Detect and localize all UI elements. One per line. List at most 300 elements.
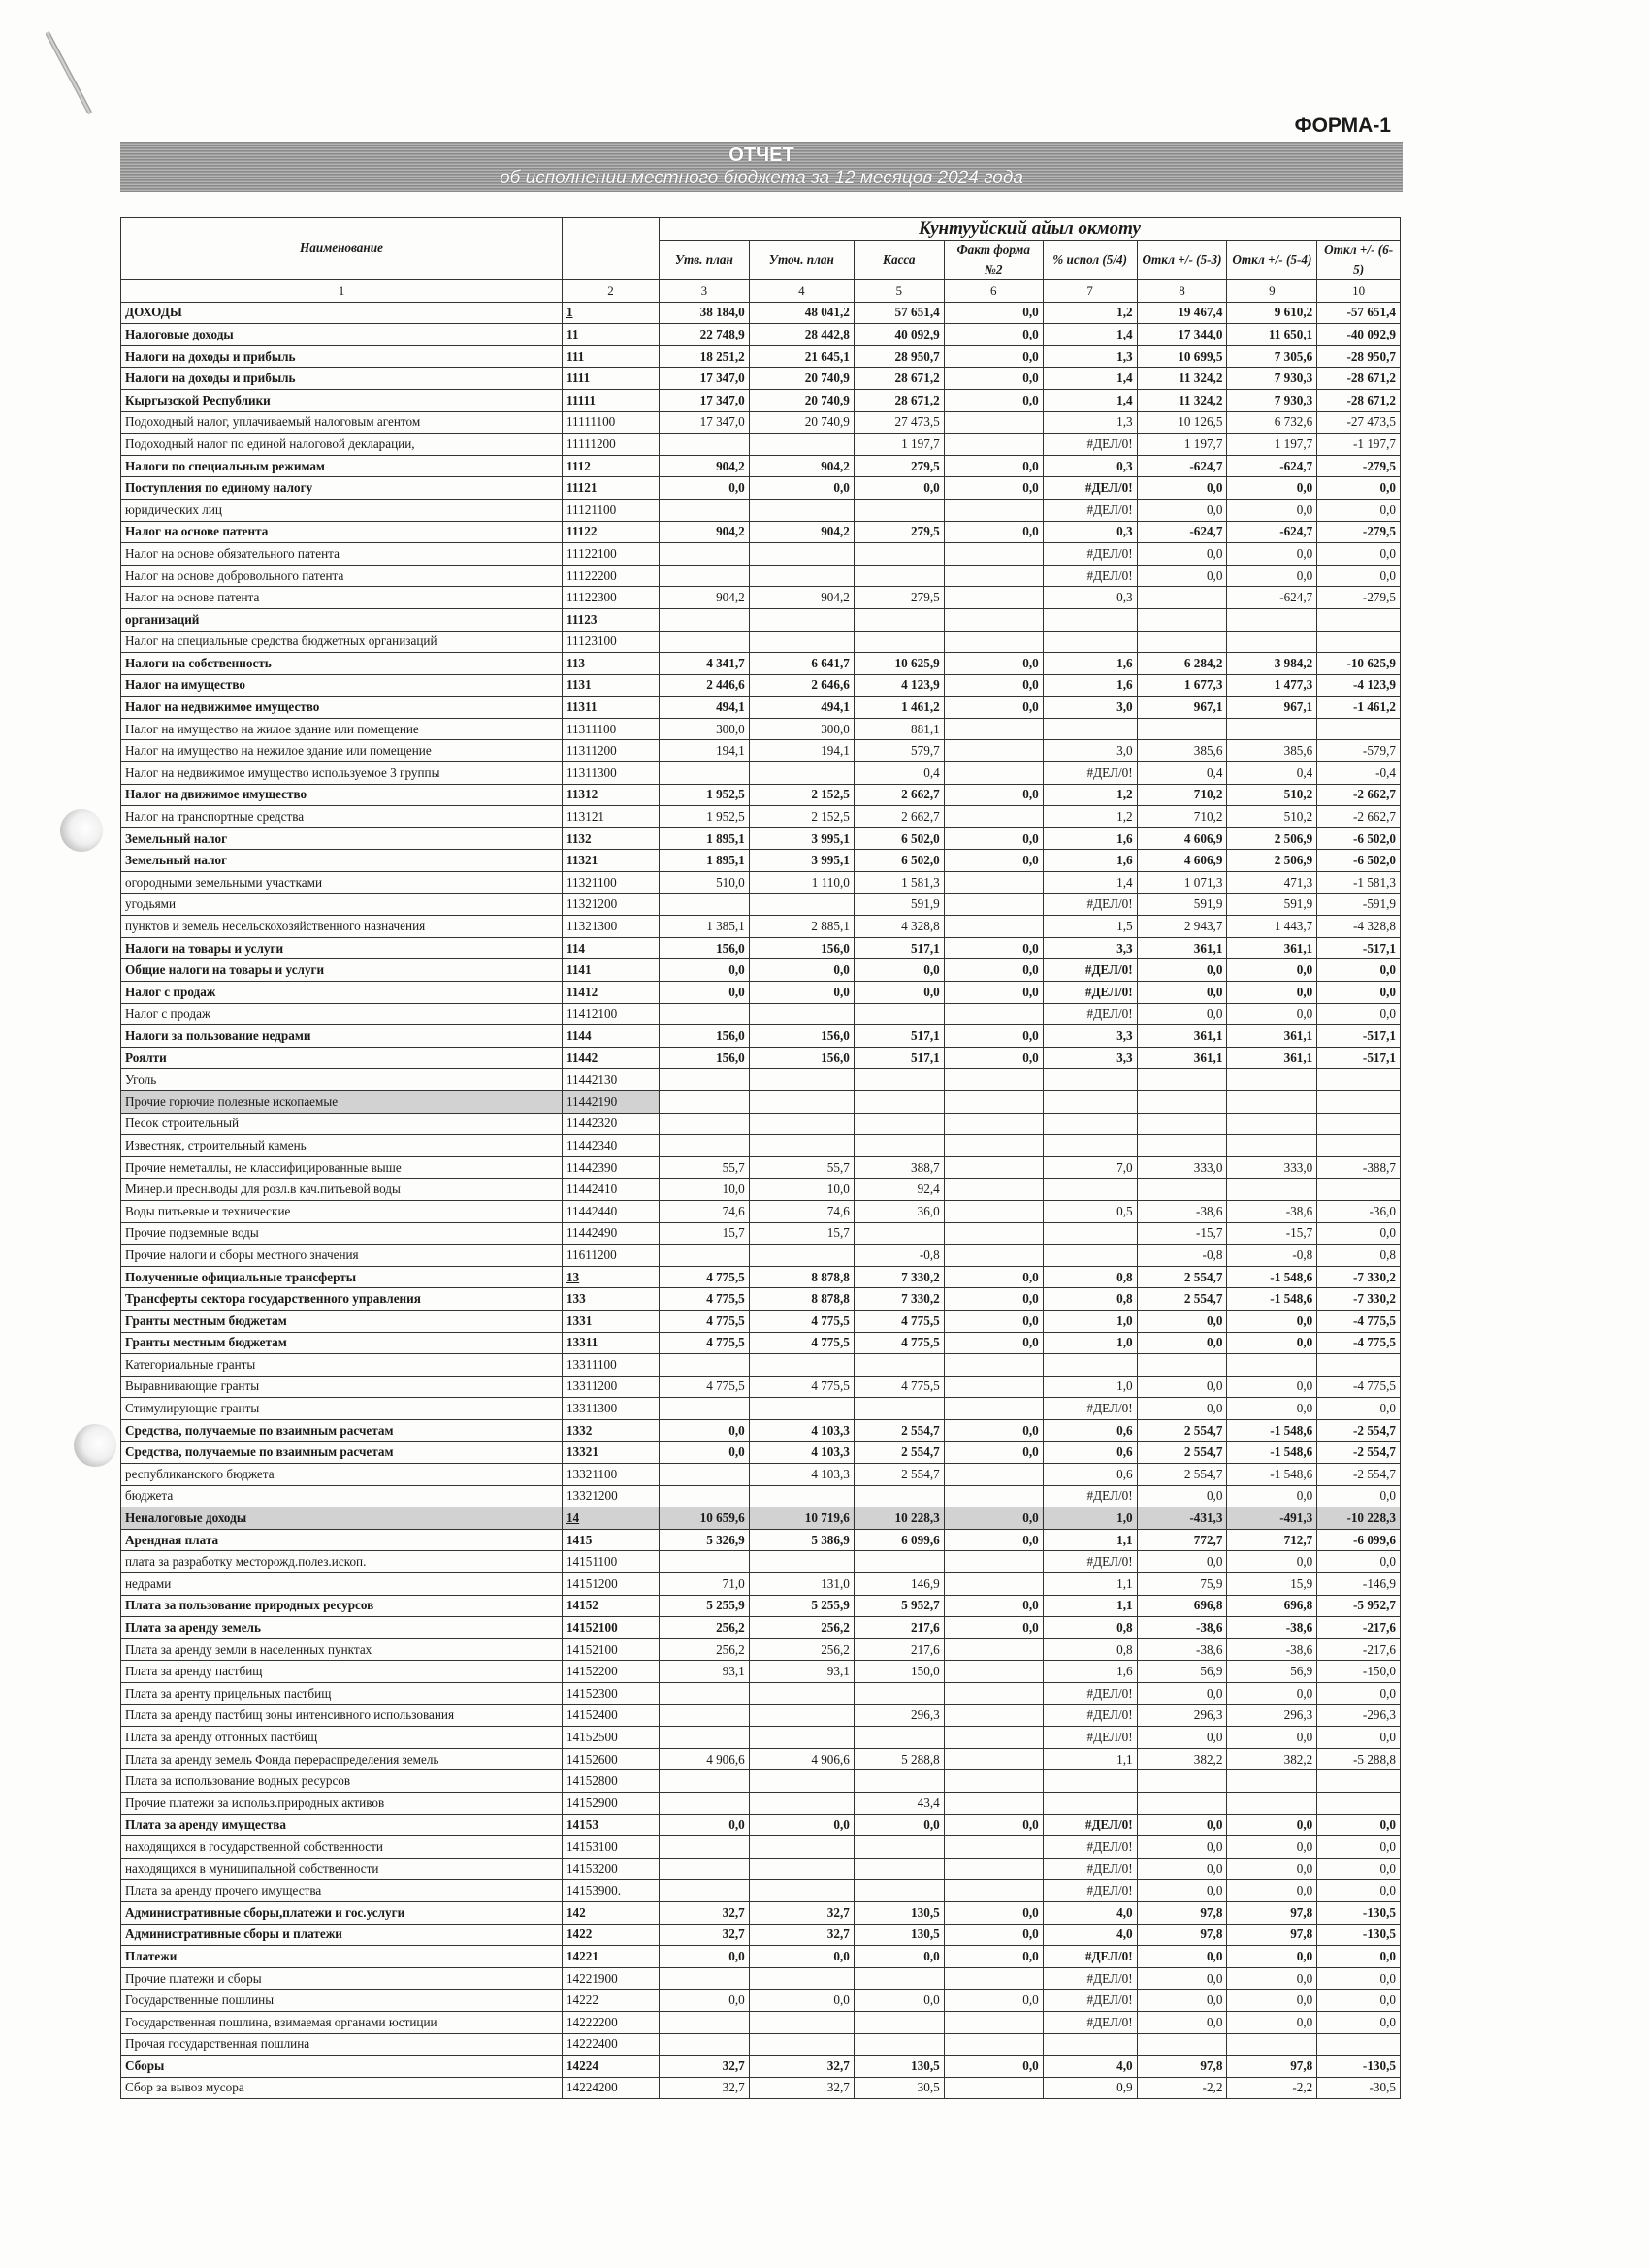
row-value: 131,0: [749, 1573, 854, 1596]
row-value: -0,8: [1227, 1245, 1317, 1267]
punch-hole: [60, 809, 103, 852]
row-value: -1 197,7: [1317, 434, 1401, 456]
row-value: -6 502,0: [1317, 850, 1401, 872]
row-name: Полученные официальные трансферты: [121, 1266, 563, 1288]
row-value: 15,9: [1227, 1573, 1317, 1596]
row-name: Прочие налоги и сборы местного значения: [121, 1245, 563, 1267]
column-number: 1: [121, 279, 563, 302]
column-number: 3: [659, 279, 749, 302]
row-value: 333,0: [1137, 1156, 1227, 1179]
row-value: [749, 2033, 854, 2056]
table-row: [121, 1595, 1401, 1617]
row-code: 14: [562, 1507, 659, 1530]
row-value: [944, 806, 1043, 828]
row-value: 74,6: [659, 1200, 749, 1222]
row-name: Платежи: [121, 1946, 563, 1968]
table-row: [121, 982, 1401, 1004]
row-value: -1 548,6: [1227, 1288, 1317, 1311]
row-value: 279,5: [854, 521, 944, 543]
row-value: [1227, 2033, 1317, 2056]
row-value: 156,0: [659, 937, 749, 959]
row-value: 0,0: [749, 959, 854, 982]
row-value: [944, 1551, 1043, 1573]
row-value: [1317, 1354, 1401, 1377]
row-value: 10 659,6: [659, 1507, 749, 1530]
row-value: 2 554,7: [854, 1419, 944, 1442]
row-value: [1043, 608, 1137, 631]
row-value: -4 328,8: [1317, 916, 1401, 938]
row-value: 20 740,9: [749, 411, 854, 434]
row-value: [1043, 1770, 1137, 1793]
row-value: -5 288,8: [1317, 1748, 1401, 1770]
row-value: 1 071,3: [1137, 872, 1227, 894]
row-value: 156,0: [659, 1025, 749, 1048]
row-value: 2 885,1: [749, 916, 854, 938]
row-code: 133: [562, 1288, 659, 1311]
row-code: 11442440: [562, 1200, 659, 1222]
table-row: [121, 1990, 1401, 2012]
row-value: 1,6: [1043, 674, 1137, 697]
row-name: Государственные пошлины: [121, 1990, 563, 2012]
row-value: 2 152,5: [749, 806, 854, 828]
row-value: 2 662,7: [854, 784, 944, 806]
row-value: [659, 565, 749, 587]
row-name: Прочие горючие полезные ископаемые: [121, 1090, 563, 1113]
row-value: [749, 1003, 854, 1025]
row-value: [659, 1792, 749, 1814]
row-value: 0,0: [944, 959, 1043, 982]
table-row: [121, 1419, 1401, 1442]
row-value: 0,0: [1137, 1946, 1227, 1968]
row-value: 32,7: [659, 1924, 749, 1946]
row-value: -4 123,9: [1317, 674, 1401, 697]
row-code: 11312: [562, 784, 659, 806]
row-value: 0,0: [1227, 477, 1317, 500]
row-value: [944, 543, 1043, 566]
row-name: юридических лиц: [121, 499, 563, 521]
row-value: 279,5: [854, 587, 944, 609]
row-value: 3,3: [1043, 1025, 1137, 1048]
row-value: 10 228,3: [854, 1507, 944, 1530]
row-code: 11321: [562, 850, 659, 872]
row-value: -579,7: [1317, 740, 1401, 762]
row-value: [749, 1770, 854, 1793]
row-value: 97,8: [1137, 1901, 1227, 1924]
row-value: 0,3: [1043, 455, 1137, 477]
row-value: [1137, 1090, 1227, 1113]
row-value: 3,0: [1043, 740, 1137, 762]
row-value: [944, 1573, 1043, 1596]
row-value: 2 646,6: [749, 674, 854, 697]
column-header: Откл +/- (5-4): [1227, 240, 1317, 279]
row-value: 1 461,2: [854, 697, 944, 719]
row-name: Неналоговые доходы: [121, 1507, 563, 1530]
row-value: [749, 1090, 854, 1113]
row-name: Средства, получаемые по взаимным расчетам: [121, 1442, 563, 1464]
row-code: 11442130: [562, 1069, 659, 1091]
row-name: Стимулирующие гранты: [121, 1398, 563, 1420]
row-value: [944, 1727, 1043, 1749]
row-value: 0,8: [1043, 1638, 1137, 1661]
row-value: -38,6: [1137, 1617, 1227, 1639]
row-value: 150,0: [854, 1661, 944, 1683]
row-value: 4 341,7: [659, 653, 749, 675]
row-value: 1,1: [1043, 1529, 1137, 1551]
row-value: 18 251,2: [659, 345, 749, 368]
table-row: [121, 1090, 1401, 1113]
row-value: 0,0: [944, 1288, 1043, 1311]
row-value: 17 347,0: [659, 368, 749, 390]
row-value: [1137, 587, 1227, 609]
row-value: 4 328,8: [854, 916, 944, 938]
row-value: #ДЕЛ/0!: [1043, 893, 1137, 916]
row-value: [1227, 1069, 1317, 1091]
row-value: 1 952,5: [659, 784, 749, 806]
row-value: 0,0: [1227, 1551, 1317, 1573]
row-value: [944, 1179, 1043, 1201]
row-value: 93,1: [749, 1661, 854, 1683]
row-value: 28 671,2: [854, 368, 944, 390]
row-name: Уголь: [121, 1069, 563, 1091]
row-value: 1 477,3: [1227, 674, 1317, 697]
row-value: #ДЕЛ/0!: [1043, 565, 1137, 587]
row-value: -1 548,6: [1227, 1266, 1317, 1288]
table-row: [121, 1946, 1401, 1968]
row-value: 0,0: [944, 389, 1043, 411]
table-row: [121, 1288, 1401, 1311]
row-value: #ДЕЛ/0!: [1043, 1836, 1137, 1859]
row-code: 11111100: [562, 411, 659, 434]
row-value: [944, 1113, 1043, 1135]
row-value: [1043, 1113, 1137, 1135]
row-value: [1227, 1792, 1317, 1814]
row-value: -28 671,2: [1317, 368, 1401, 390]
row-value: 0,0: [1227, 1683, 1317, 1705]
row-value: 0,8: [1043, 1617, 1137, 1639]
table-row: [121, 2056, 1401, 2078]
row-name: находящихся в муниципальной собственности: [121, 1858, 563, 1880]
row-value: [854, 1069, 944, 1091]
row-value: 48 041,2: [749, 302, 854, 324]
row-value: -0,8: [1137, 1245, 1227, 1267]
row-value: 0,0: [659, 1442, 749, 1464]
row-value: 0,0: [944, 1310, 1043, 1332]
row-value: #ДЕЛ/0!: [1043, 1967, 1137, 1990]
table-row: [121, 2033, 1401, 2056]
row-value: 0,0: [944, 477, 1043, 500]
row-name: Налоги на доходы и прибыль: [121, 345, 563, 368]
row-value: 0,0: [1317, 1880, 1401, 1902]
row-value: [749, 608, 854, 631]
row-value: 56,9: [1137, 1661, 1227, 1683]
row-code: 14153200: [562, 1858, 659, 1880]
row-value: [854, 2011, 944, 2033]
row-value: [944, 762, 1043, 785]
row-value: [1043, 718, 1137, 740]
row-value: -1 581,3: [1317, 872, 1401, 894]
row-value: 4 775,5: [749, 1332, 854, 1354]
row-code: 142: [562, 1901, 659, 1924]
row-code: 14151200: [562, 1573, 659, 1596]
row-value: #ДЕЛ/0!: [1043, 982, 1137, 1004]
row-value: 494,1: [749, 697, 854, 719]
row-value: 17 344,0: [1137, 324, 1227, 346]
row-value: [1227, 1135, 1317, 1157]
row-code: 1415: [562, 1529, 659, 1551]
column-number: 6: [944, 279, 1043, 302]
row-value: 56,9: [1227, 1661, 1317, 1683]
row-value: 1,2: [1043, 806, 1137, 828]
table-row: [121, 1638, 1401, 1661]
row-value: 1,0: [1043, 1332, 1137, 1354]
row-value: 10 719,6: [749, 1507, 854, 1530]
row-value: [944, 631, 1043, 653]
row-value: 20 740,9: [749, 389, 854, 411]
row-value: -28 950,7: [1317, 345, 1401, 368]
row-value: 510,2: [1227, 806, 1317, 828]
row-value: 0,0: [1137, 1836, 1227, 1859]
row-value: 0,0: [944, 1990, 1043, 2012]
row-value: 0,0: [1317, 1551, 1401, 1573]
row-value: 32,7: [749, 2077, 854, 2099]
row-value: [944, 1748, 1043, 1770]
row-name: Налог с продаж: [121, 982, 563, 1004]
row-code: 111: [562, 345, 659, 368]
row-value: 696,8: [1137, 1595, 1227, 1617]
row-value: -2 554,7: [1317, 1464, 1401, 1486]
row-value: -1 461,2: [1317, 697, 1401, 719]
row-value: 0,0: [854, 959, 944, 982]
row-value: [944, 872, 1043, 894]
table-row: [121, 1704, 1401, 1727]
row-value: [854, 1398, 944, 1420]
row-value: [659, 2033, 749, 2056]
row-value: 4,0: [1043, 1924, 1137, 1946]
row-value: 0,0: [1137, 1990, 1227, 2012]
row-value: 0,0: [1227, 1967, 1317, 1990]
row-value: 0,0: [1227, 1376, 1317, 1398]
row-value: 0,0: [1317, 1683, 1401, 1705]
row-value: 296,3: [1227, 1704, 1317, 1727]
row-value: 2 506,9: [1227, 850, 1317, 872]
row-value: 0,6: [1043, 1464, 1137, 1486]
row-value: -36,0: [1317, 1200, 1401, 1222]
row-value: [1317, 1179, 1401, 1201]
row-value: 0,0: [1137, 1727, 1227, 1749]
row-value: [1043, 1354, 1137, 1377]
row-value: [659, 1858, 749, 1880]
report-subtitle: об исполнении местного бюджета за 12 месяцов 2024 года: [500, 168, 1023, 188]
row-value: 0,0: [944, 1266, 1043, 1288]
row-code: 14222200: [562, 2011, 659, 2033]
row-name: Земельный налог: [121, 850, 563, 872]
row-value: 3 995,1: [749, 850, 854, 872]
row-value: 0,0: [749, 982, 854, 1004]
row-code: 14152800: [562, 1770, 659, 1793]
row-value: -388,7: [1317, 1156, 1401, 1179]
row-value: 1 197,7: [1227, 434, 1317, 456]
row-value: [854, 1551, 944, 1573]
row-value: [749, 543, 854, 566]
row-value: [1227, 1354, 1317, 1377]
row-value: 0,0: [1137, 1880, 1227, 1902]
row-value: 256,2: [659, 1617, 749, 1639]
row-value: 6 502,0: [854, 850, 944, 872]
row-value: 510,0: [659, 872, 749, 894]
row-value: 0,0: [1317, 1858, 1401, 1880]
row-value: 93,1: [659, 1661, 749, 1683]
row-value: 0,0: [944, 674, 1043, 697]
row-code: 11311200: [562, 740, 659, 762]
row-value: 0,0: [749, 1946, 854, 1968]
table-row: [121, 1551, 1401, 1573]
table-row: [121, 345, 1401, 368]
row-value: [749, 1836, 854, 1859]
row-value: 4 775,5: [749, 1376, 854, 1398]
table-row: [121, 587, 1401, 609]
table-row: [121, 1332, 1401, 1354]
row-value: [1043, 1179, 1137, 1201]
row-value: [749, 1792, 854, 1814]
form-label: ФОРМА-1: [1294, 114, 1391, 137]
row-code: 14224200: [562, 2077, 659, 2099]
row-value: 0,0: [1317, 477, 1401, 500]
row-value: 0,0: [749, 1990, 854, 2012]
row-name: Плата за аренту прицельных пастбищ: [121, 1683, 563, 1705]
row-value: [1227, 608, 1317, 631]
row-value: -4 775,5: [1317, 1310, 1401, 1332]
row-value: [659, 1836, 749, 1859]
row-value: -217,6: [1317, 1638, 1401, 1661]
row-value: 0,0: [944, 521, 1043, 543]
row-value: -38,6: [1137, 1638, 1227, 1661]
row-value: 1,2: [1043, 784, 1137, 806]
row-value: 5 288,8: [854, 1748, 944, 1770]
row-value: 904,2: [659, 587, 749, 609]
row-value: #ДЕЛ/0!: [1043, 499, 1137, 521]
row-value: 0,0: [1137, 1398, 1227, 1420]
table-row: [121, 697, 1401, 719]
table-row: [121, 762, 1401, 785]
row-value: 5 326,9: [659, 1529, 749, 1551]
row-value: 1 197,7: [1137, 434, 1227, 456]
row-value: 0,0: [1227, 565, 1317, 587]
row-value: -624,7: [1227, 521, 1317, 543]
row-value: 0,0: [1317, 1485, 1401, 1507]
row-code: 11442490: [562, 1222, 659, 1245]
row-code: 11321100: [562, 872, 659, 894]
table-row: [121, 718, 1401, 740]
row-value: [1317, 1069, 1401, 1091]
row-value: -6 099,6: [1317, 1529, 1401, 1551]
row-value: [944, 1156, 1043, 1179]
row-value: 4 775,5: [659, 1310, 749, 1332]
row-value: 1,1: [1043, 1595, 1137, 1617]
header-unit: Кунтууйский айыл окмоту: [659, 218, 1400, 241]
punch-hole: [74, 1424, 116, 1467]
row-value: [944, 1770, 1043, 1793]
row-value: 40 092,9: [854, 324, 944, 346]
row-value: 2 554,7: [1137, 1419, 1227, 1442]
row-value: 904,2: [749, 587, 854, 609]
row-value: -38,6: [1137, 1200, 1227, 1222]
row-name: Налог на основе добровольного патента: [121, 565, 563, 587]
row-value: 4,0: [1043, 1901, 1137, 1924]
row-value: 0,0: [1227, 2011, 1317, 2033]
row-value: 0,0: [944, 1442, 1043, 1464]
column-header: Факт форма №2: [944, 240, 1043, 279]
row-value: 10,0: [749, 1179, 854, 1201]
row-value: [749, 1245, 854, 1267]
row-value: 28 950,7: [854, 345, 944, 368]
row-code: 1141: [562, 959, 659, 982]
row-value: 517,1: [854, 937, 944, 959]
row-value: 4 606,9: [1137, 850, 1227, 872]
row-value: #ДЕЛ/0!: [1043, 543, 1137, 566]
row-name: Административные сборы,платежи и гос.услуги: [121, 1901, 563, 1924]
row-value: 696,8: [1227, 1595, 1317, 1617]
row-value: -0,8: [854, 1245, 944, 1267]
table-row: [121, 1792, 1401, 1814]
row-value: 0,0: [944, 697, 1043, 719]
table-row: [121, 477, 1401, 500]
row-code: 11122100: [562, 543, 659, 566]
row-value: [1043, 1090, 1137, 1113]
row-value: [659, 1967, 749, 1990]
row-value: 279,5: [854, 455, 944, 477]
row-value: 591,9: [1137, 893, 1227, 916]
row-value: 0,0: [854, 1946, 944, 1968]
row-value: 385,6: [1227, 740, 1317, 762]
row-value: 0,0: [1227, 1990, 1317, 2012]
row-value: 361,1: [1227, 1025, 1317, 1048]
row-value: 1 952,5: [659, 806, 749, 828]
row-value: [944, 1003, 1043, 1025]
row-value: 11 650,1: [1227, 324, 1317, 346]
row-value: 517,1: [854, 1025, 944, 1048]
row-value: 130,5: [854, 2056, 944, 2078]
row-value: 28 671,2: [854, 389, 944, 411]
row-value: 0,0: [1137, 543, 1227, 566]
row-value: 0,0: [944, 1529, 1043, 1551]
table-row: [121, 1880, 1401, 1902]
row-value: 32,7: [749, 1924, 854, 1946]
table-row: [121, 674, 1401, 697]
row-value: -517,1: [1317, 1025, 1401, 1048]
row-value: -279,5: [1317, 455, 1401, 477]
row-value: [749, 1967, 854, 1990]
row-name: Арендная плата: [121, 1529, 563, 1551]
row-value: 32,7: [659, 2056, 749, 2078]
row-value: #ДЕЛ/0!: [1043, 959, 1137, 982]
row-value: [1137, 1792, 1227, 1814]
row-value: 1 581,3: [854, 872, 944, 894]
column-number: 4: [749, 279, 854, 302]
table-row: [121, 959, 1401, 982]
row-value: 772,7: [1137, 1529, 1227, 1551]
row-value: 0,0: [944, 1901, 1043, 1924]
row-name: Средства, получаемые по взаимным расчетам: [121, 1419, 563, 1442]
row-value: 0,0: [1137, 1683, 1227, 1705]
row-name: Воды питьевые и технические: [121, 1200, 563, 1222]
row-value: 0,0: [1137, 1485, 1227, 1507]
row-value: 7 305,6: [1227, 345, 1317, 368]
row-code: 11: [562, 324, 659, 346]
row-code: 14152500: [562, 1727, 659, 1749]
row-value: [944, 1967, 1043, 1990]
row-code: 13: [562, 1266, 659, 1288]
row-value: 0,0: [1317, 1946, 1401, 1968]
